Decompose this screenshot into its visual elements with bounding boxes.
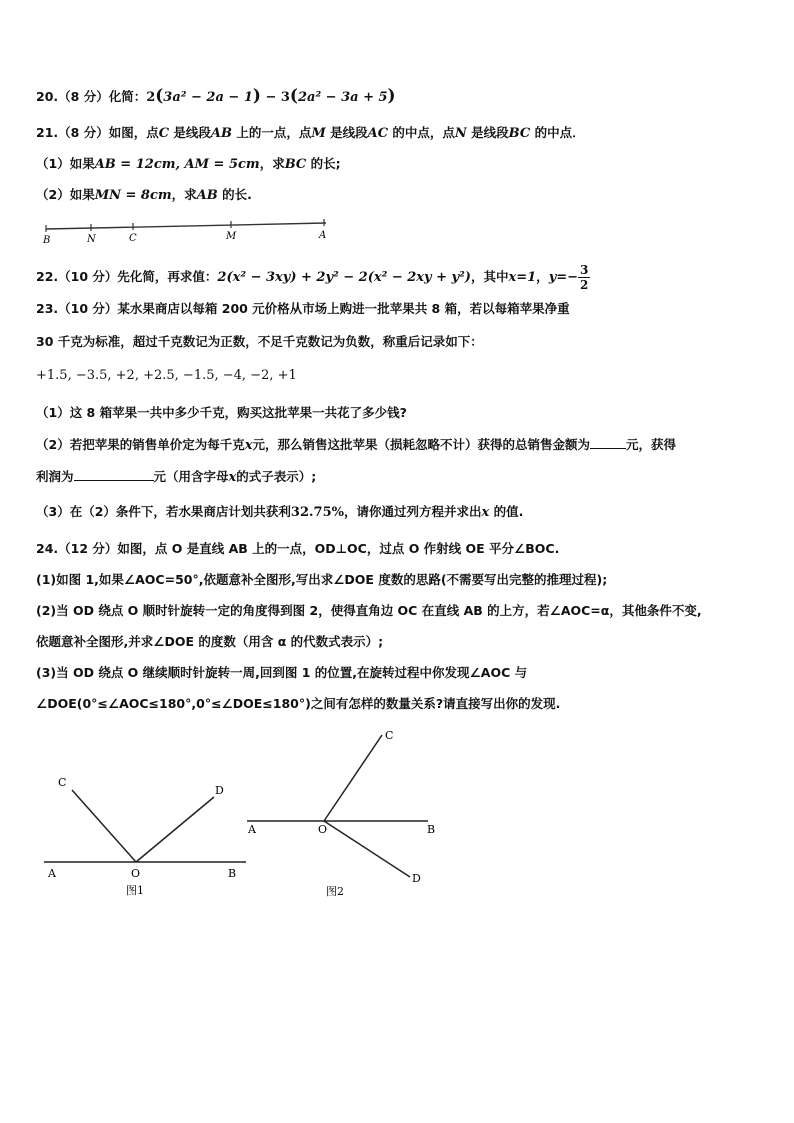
- text: 的式子表示）;: [236, 469, 317, 484]
- figure-1: [40, 770, 255, 900]
- label-d: D: [215, 784, 224, 797]
- label-b: B: [228, 867, 237, 880]
- q24-line4: 依题意补全图形,并求∠DOE 的度数（用含 α 的代数式表示）;: [36, 634, 384, 649]
- figure-2: [244, 725, 444, 905]
- text: ，其中: [470, 269, 509, 284]
- ray-od: [324, 821, 410, 877]
- segment-bc: BC: [508, 126, 531, 141]
- text: 是线段: [169, 125, 211, 140]
- q20-label: 20.（8 分）化简：: [36, 89, 147, 104]
- answer-blank[interactable]: [74, 467, 154, 481]
- var-x: x: [244, 438, 253, 453]
- fraction: [578, 263, 590, 292]
- text: （3）在（2）条件下，若水果商店计划共获利: [36, 504, 291, 519]
- q24-line6: ∠DOE(0°≤∠AOC≤180°,0°≤∠DOE≤180°)之间有怎样的数量关系?请直接写出你的发现.: [36, 696, 561, 711]
- q22-y-value: y=−: [548, 270, 579, 285]
- q20-coef2: − 3: [260, 90, 290, 105]
- q21-given2: MN = 8cm: [94, 188, 172, 203]
- var-x: x: [228, 470, 237, 485]
- label-m: M: [226, 231, 237, 242]
- text: （2）若把苹果的销售单价定为每千克: [36, 437, 245, 452]
- segment-ab: AB: [210, 126, 232, 141]
- q21-part1: [36, 155, 341, 174]
- point-c: C: [158, 126, 170, 141]
- point-m: M: [311, 126, 326, 141]
- figure-1-caption: 图1: [126, 884, 144, 897]
- q21-part2: [36, 186, 252, 205]
- label-n: N: [87, 234, 96, 245]
- ray-oc: [72, 790, 136, 862]
- text: 元（用含字母: [153, 469, 229, 484]
- text: 的长;: [306, 156, 341, 171]
- q20-coef1: 2: [146, 90, 156, 105]
- q23-part1: （1）这 8 箱苹果一共中多少千克，购买这批苹果一共花了多少钱?: [36, 405, 407, 420]
- q20-poly1: 3a² − 2a − 1: [163, 90, 253, 105]
- text: 的中点．: [530, 125, 585, 140]
- q22-x-value: x=1: [508, 270, 537, 285]
- text: 的中点，点: [388, 125, 455, 140]
- paren-open: (: [155, 86, 164, 106]
- text: 21.（8 分）如图，点: [36, 125, 159, 140]
- label-b: B: [43, 235, 51, 246]
- text: ，请你通过列方程并求出: [343, 504, 482, 519]
- text: 的长.: [217, 187, 252, 202]
- q23-line2: 30 千克为标准，超过千克数记为正数，不足千克数记为负数，称重后记录如下：: [36, 334, 483, 349]
- var-x: x: [481, 505, 490, 520]
- segment-line: [46, 223, 326, 229]
- segment-ab: AB: [196, 188, 218, 203]
- text: 元，获得: [625, 437, 676, 452]
- label-b: B: [427, 823, 436, 836]
- label-c: C: [129, 233, 137, 244]
- fraction-denominator: 2: [580, 278, 589, 292]
- text: （2）如果: [36, 187, 95, 202]
- text: ，: [536, 269, 549, 284]
- answer-blank[interactable]: [590, 435, 626, 449]
- q23-data: +1.5, −3.5, +2, +2.5, −1.5, −4, −2, +1: [36, 368, 297, 383]
- label-c: C: [385, 729, 394, 742]
- q24-line3: (2)当 OD 绕点 O 顺时针旋转一定的角度得到图 2，使得直角边 OC 在直线 AB 的上方，若∠AOC=α，其他条件不变,: [36, 603, 702, 618]
- q23-percent: 32.75%: [290, 505, 344, 520]
- q24-line5: (3)当 OD 绕点 O 继续顺时针旋转一周,回到图 1 的位置,在旋转过程中你发现∠AOC 与: [36, 665, 528, 680]
- text: （1）如果: [36, 156, 95, 171]
- q24-line1: 24.（12 分）如图，点 O 是直线 AB 上的一点，OD⊥OC，过点 O 作射线 OE 平分∠BOC.: [36, 541, 560, 556]
- label-o: O: [318, 823, 328, 836]
- text: 利润为: [36, 469, 74, 484]
- label-a: A: [248, 823, 256, 836]
- label-d: D: [412, 872, 421, 885]
- q21-segment-figure: [36, 216, 336, 246]
- segment-bc: BC: [284, 157, 307, 172]
- text: ，求: [259, 156, 285, 171]
- point-n: N: [454, 126, 467, 141]
- label-o: O: [131, 867, 141, 880]
- paren-close: ): [387, 86, 396, 106]
- q24-line2: (1)如图 1,如果∠AOC=50°,依题意补全图形,写出求∠DOE 度数的思路(不需要写出完整的推理过程);: [36, 572, 608, 587]
- text: ，求: [171, 187, 197, 202]
- text: 元，那么销售这批苹果（损耗忽略不计）获得的总销售金额为: [252, 437, 590, 452]
- text: 是线段: [325, 125, 368, 140]
- q23-part3: [36, 503, 523, 522]
- text: 上的一点，点: [232, 125, 312, 140]
- q23-part2: [36, 435, 676, 455]
- ray-od: [136, 797, 214, 862]
- segment-ac: AC: [367, 126, 389, 141]
- text: 是线段: [466, 125, 509, 140]
- label-c: C: [58, 776, 67, 789]
- figure-2-caption: 图2: [326, 885, 344, 898]
- q22-label: 22.（10 分）先化简，再求值：: [36, 269, 218, 284]
- q20-line: [36, 87, 396, 107]
- label-a: A: [48, 867, 56, 880]
- text: 的值.: [489, 504, 524, 519]
- q22-expression: 2(x² − 3xy) + 2y² − 2(x² − 2xy + y²): [217, 270, 471, 285]
- fraction-numerator: 3: [580, 263, 589, 277]
- q23-part2-cont: [36, 467, 316, 487]
- label-a: A: [319, 230, 327, 241]
- q21-given1: AB = 12cm, AM = 5cm: [94, 157, 260, 172]
- q22-line: [36, 262, 590, 293]
- q21-intro: [36, 124, 585, 143]
- q20-poly2: 2a² − 3a + 5: [297, 90, 388, 105]
- paren-open: (: [289, 86, 298, 106]
- paren-close: ): [252, 86, 261, 106]
- q23-line1: 23.（10 分）某水果商店以每箱 200 元价格从市场上购进一批苹果共 8 箱，若以每箱苹果净重: [36, 301, 570, 316]
- ray-oc: [324, 735, 382, 821]
